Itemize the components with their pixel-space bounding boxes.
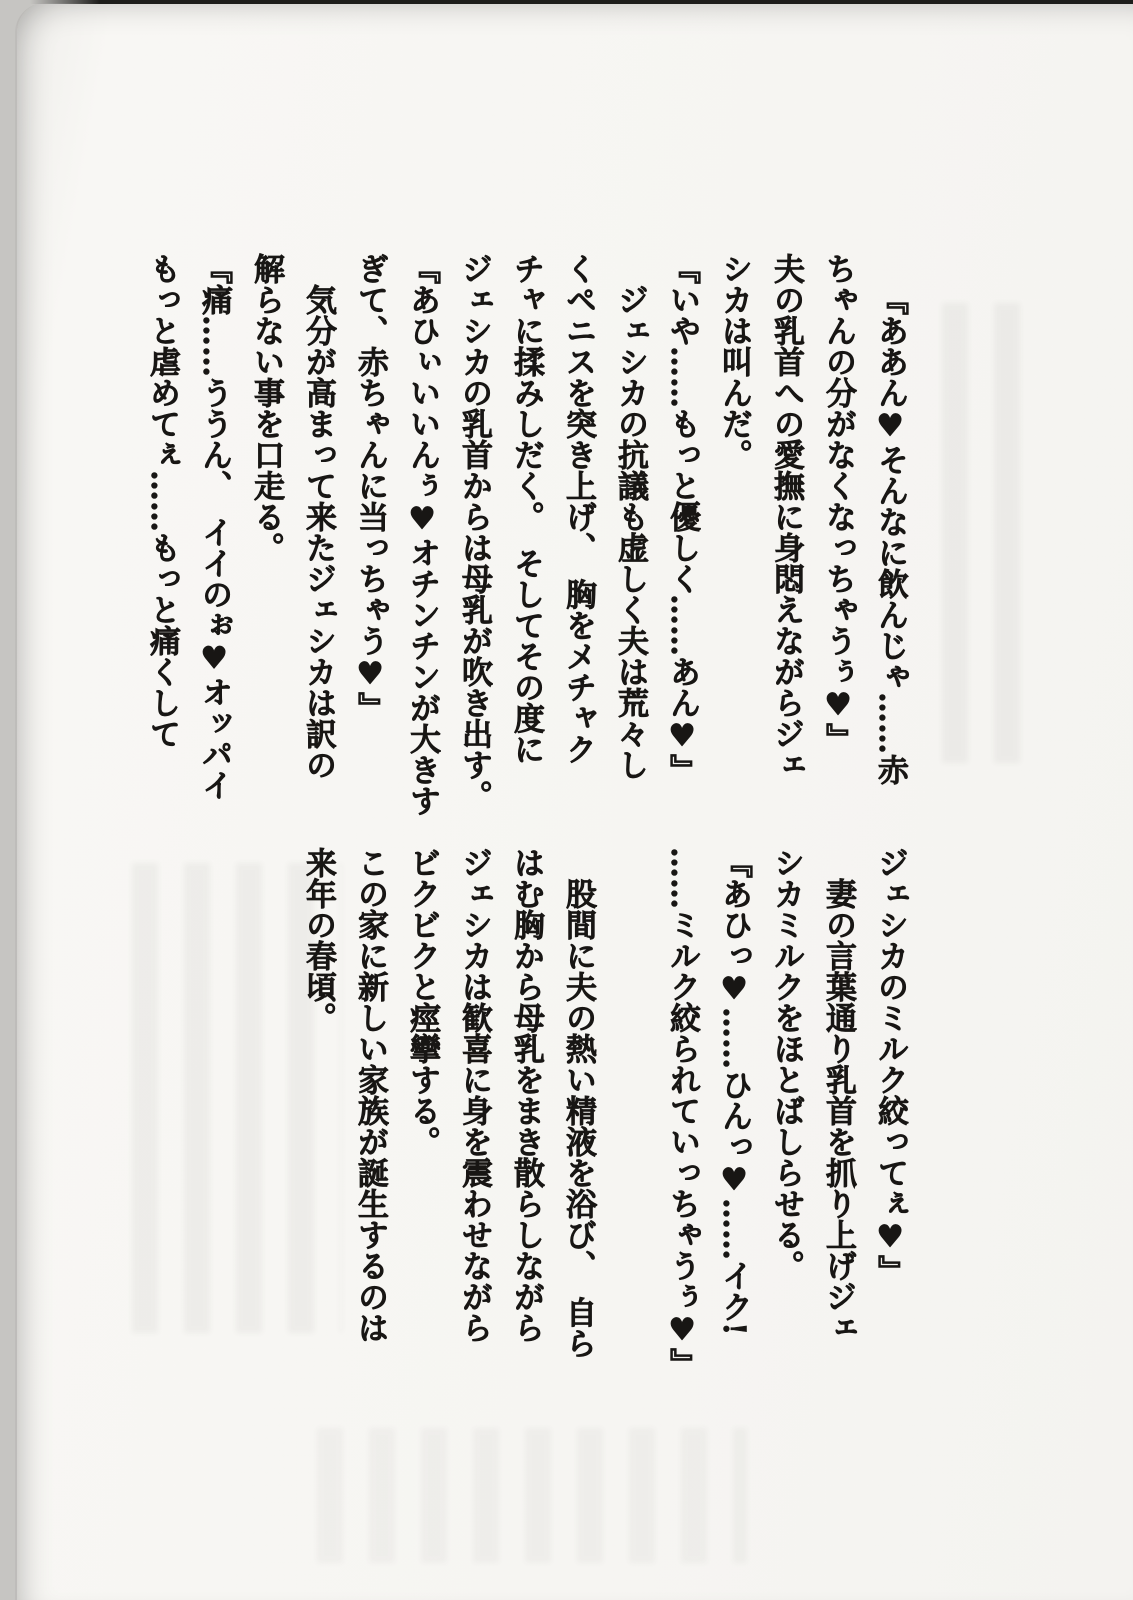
text-column: はむ胸から母乳をまき散らしながら — [508, 847, 544, 1343]
bleed-through-ghost-bottom — [317, 1428, 747, 1563]
text-column: ジェシカの乳首からは母乳が吹き出す。 — [456, 253, 492, 811]
text-column: 来年の春頃。 — [300, 847, 336, 1033]
vertical-text-band-top — [136, 253, 916, 863]
text-column: ちゃんの分がなくなっちゃうぅ♥』 — [820, 253, 856, 754]
text-column: ぎて、赤ちゃんに当っちゃう♥』 — [352, 253, 388, 723]
text-column: シカは叫んだ。 — [716, 253, 752, 470]
text-column: もっと虐めてぇ……もっと痛くして — [144, 253, 180, 749]
text-column: 妻の言葉通り乳首を抓り上げジェ — [820, 878, 856, 1343]
text-column: シカミルクをほとばしらせる。 — [768, 847, 804, 1281]
text-column: 夫の乳首への愛撫に身悶えながらジェ — [768, 253, 804, 780]
text-column: くペニスを突き上げ、 胸をメチャク — [560, 253, 596, 765]
text-column: 気分が高まって来たジェシカは訳の — [300, 284, 336, 780]
text-column: 『あひっ♥……ひんっ♥……イク! — [716, 847, 752, 1336]
bleed-through-ghost-right — [942, 303, 1027, 763]
text-column: 股間に夫の熱い精液を浴び、 自ら — [560, 878, 596, 1359]
text-column: ジェシカは歓喜に身を震わせながら — [456, 847, 492, 1343]
text-column: ジェシカのミルク絞ってぇ♥』 — [872, 847, 908, 1286]
text-column: 『痛……ううん、 イイのぉ♥オッパイ — [196, 253, 232, 801]
text-column: チャに揉みしだく。 そしてその度に — [508, 253, 544, 765]
scanner-edge-top — [30, 0, 1133, 4]
paper-page — [15, 3, 1133, 1600]
text-column: ……ミルク絞られていっちゃうぅ♥』 — [664, 847, 700, 1379]
text-column: ビクビクと痙攣する。 — [404, 847, 440, 1157]
text-column: 解らない事を口走る。 — [248, 253, 284, 563]
vertical-text-band-bottom — [292, 847, 916, 1417]
text-column: この家に新しい家族が誕生するのは — [352, 847, 388, 1343]
text-column: ジェシカの抗議も虚しく夫は荒々し — [612, 284, 648, 780]
text-column: 『あひぃいいんぅ♥オチンチンが大きす — [404, 253, 440, 816]
text-column: 『いや……もっと優しく……あん♥』 — [664, 253, 700, 785]
text-column — [604, 847, 656, 1417]
text-column: 『ああん♥そんなに飲んじゃ……赤 — [872, 284, 908, 785]
